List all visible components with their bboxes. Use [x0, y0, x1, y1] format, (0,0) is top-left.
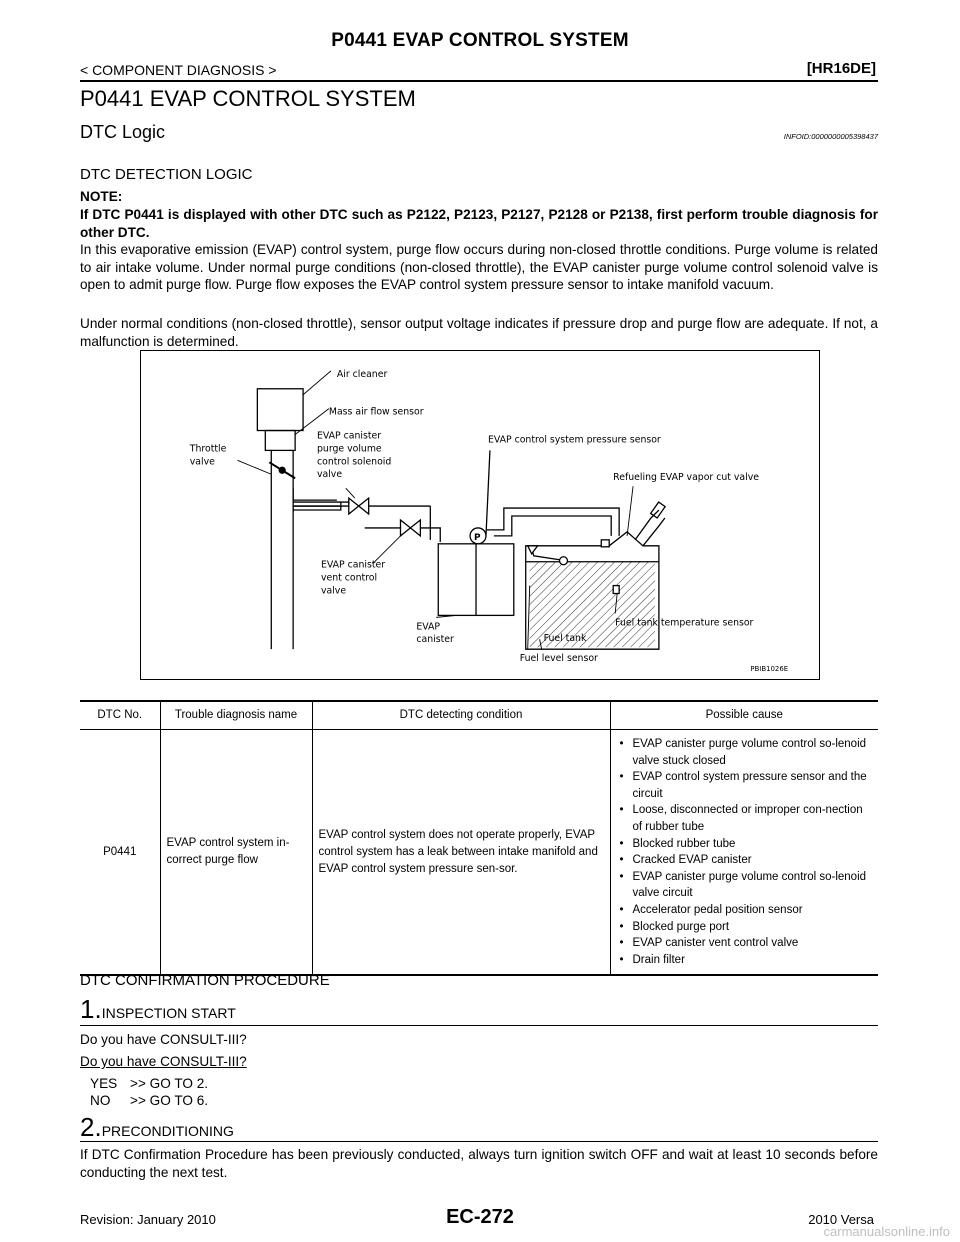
watermark: carmanualsonline.info	[823, 1224, 950, 1239]
purge-valve-symbol	[349, 498, 369, 514]
label-fuel-temp: Fuel tank temperature sensor	[615, 617, 754, 629]
option-yes-key: YES	[90, 1076, 118, 1091]
dtc-table-header-row	[80, 701, 878, 730]
refuel-valve	[601, 540, 609, 547]
col-detecting-condition: DTC detecting condition	[312, 701, 610, 730]
fuel-level-float	[560, 557, 568, 565]
logic-heading: DTC DETECTION LOGIC	[80, 166, 253, 183]
list-item: • EVAP canister purge volume control so-lenoid valve circuit	[617, 869, 873, 902]
label-fuel-tank: Fuel tank	[543, 633, 587, 645]
engine-code: [HR16DE]	[806, 60, 876, 77]
label-vent-2: vent control	[320, 572, 378, 584]
step-2-text: If DTC Confirmation Procedure has been previously conducted, always turn ignition switch OFF and wait at least 10 seconds before conducting the next test.	[80, 1147, 878, 1180]
step-1-number: 1.	[80, 994, 102, 1024]
list-item: • Drain filter	[617, 952, 873, 969]
label-refuel: Refueling EVAP vapor cut valve	[613, 472, 759, 484]
step-1-question-underlined: Do you have CONSULT-III?	[80, 1054, 247, 1069]
step-2-rule	[80, 1141, 878, 1142]
label-p-mark: P	[474, 532, 481, 543]
list-item: • Blocked rubber tube	[617, 836, 873, 853]
step-1	[80, 996, 236, 1026]
col-diagnosis-name: Trouble diagnosis name	[160, 701, 312, 730]
label-pressure-sensor: EVAP control system pressure sensor	[487, 434, 661, 446]
label-canister-1: EVAP	[416, 621, 441, 633]
label-maf: Mass air flow sensor	[328, 406, 424, 418]
label-vent-1: EVAP canister	[320, 559, 386, 571]
footer-revision: Revision: January 2010	[80, 1212, 216, 1227]
label-throttle-2: valve	[189, 456, 215, 468]
logic-paragraph-1: In this evaporative emission (EVAP) control system, purge flow occurs during non-closed throttle conditions. Purge volume is related to air intake volume. Under normal purge conditions (non-closed throttle), the EVAP canister purge volume control solenoid valve is open to admit purge flow. Purge flow exposes the EVAP control system pressure sensor to intake manifold vacuum.	[80, 242, 878, 292]
label-purge-3: control solenoid	[316, 456, 392, 468]
page-title: P0441 EVAP CONTROL SYSTEM	[331, 30, 629, 51]
option-yes-value: >> GO TO 2.	[130, 1076, 209, 1091]
throttle-pivot	[279, 467, 285, 473]
list-item: • EVAP canister vent control valve	[617, 935, 873, 952]
option-no	[90, 1093, 208, 1108]
step-2-number: 2.	[80, 1112, 102, 1142]
section-subtitle: DTC Logic	[80, 122, 166, 142]
info-id: INFOID:0000000005398437	[783, 132, 878, 141]
cell-condition: EVAP control system does not operate properly, EVAP control system has a leak between intake manifold and EVAP control system pressure sen-sor.	[312, 730, 610, 976]
dtc-table	[80, 700, 878, 976]
list-item: • Cracked EVAP canister	[617, 852, 873, 869]
label-air-cleaner: Air cleaner	[336, 368, 388, 380]
label-purge-1: EVAP canister	[316, 430, 382, 442]
col-possible-cause: Possible cause	[610, 701, 878, 730]
label-vent-3: valve	[320, 585, 347, 597]
fuel-level-arm	[532, 548, 560, 560]
cell-dtc: P0441	[80, 730, 160, 976]
section-title: P0441 EVAP CONTROL SYSTEM	[80, 86, 416, 111]
maf-sensor	[265, 431, 295, 451]
fuel-temp-sensor	[613, 586, 619, 594]
table-row	[80, 730, 878, 976]
figure-code: PBIB1026E	[750, 665, 789, 674]
step-2-title: PRECONDITIONING	[101, 1123, 234, 1139]
list-item: • EVAP canister purge volume control so-lenoid valve stuck closed	[617, 736, 873, 769]
header-rule	[80, 80, 878, 82]
label-throttle-1: Throttle	[189, 443, 227, 455]
label-purge-2: purge volume	[316, 443, 382, 455]
note-label: NOTE:	[80, 189, 123, 204]
label-fuel-level: Fuel level sensor	[519, 653, 598, 665]
evap-system-diagram	[140, 350, 820, 680]
footer-page-number: EC-272	[446, 1206, 514, 1228]
step-2	[80, 1114, 234, 1144]
cell-causes	[610, 730, 878, 976]
label-canister-2: canister	[416, 634, 454, 646]
procedure-heading: DTC CONFIRMATION PROCEDURE	[80, 972, 330, 989]
air-cleaner-box	[257, 389, 303, 431]
option-no-key: NO	[90, 1093, 111, 1108]
footer-model: 2010 Versa	[808, 1212, 874, 1227]
logic-paragraph-2: Under normal conditions (non-closed throttle), sensor output voltage indicates if pressure drop and purge flow are adequate. If not, a malfunction is determined.	[80, 316, 878, 349]
col-dtc-no: DTC No.	[80, 701, 160, 730]
breadcrumb: < COMPONENT DIAGNOSIS >	[80, 62, 277, 78]
vent-valve-symbol	[400, 520, 420, 536]
step-1-title: INSPECTION START	[101, 1005, 236, 1021]
list-item: • Blocked purge port	[617, 919, 873, 936]
label-purge-4: valve	[316, 469, 343, 481]
filler-cap	[651, 502, 665, 518]
option-no-value: >> GO TO 6.	[130, 1093, 209, 1108]
note-text: If DTC P0441 is displayed with other DTC such as P2122, P2123, P2127, P2128 or P2138, first perform trouble diagnosis for other DTC.	[80, 207, 878, 240]
option-yes	[90, 1076, 208, 1091]
list-item: • EVAP control system pressure sensor and the circuit	[617, 769, 873, 802]
step-1-rule	[80, 1025, 878, 1026]
step-1-question: Do you have CONSULT-III?	[80, 1032, 247, 1047]
cell-name: EVAP control system in-correct purge flow	[160, 730, 312, 976]
list-item: • Accelerator pedal position sensor	[617, 902, 873, 919]
list-item: • Loose, disconnected or improper con-nection of rubber tube	[617, 802, 873, 835]
